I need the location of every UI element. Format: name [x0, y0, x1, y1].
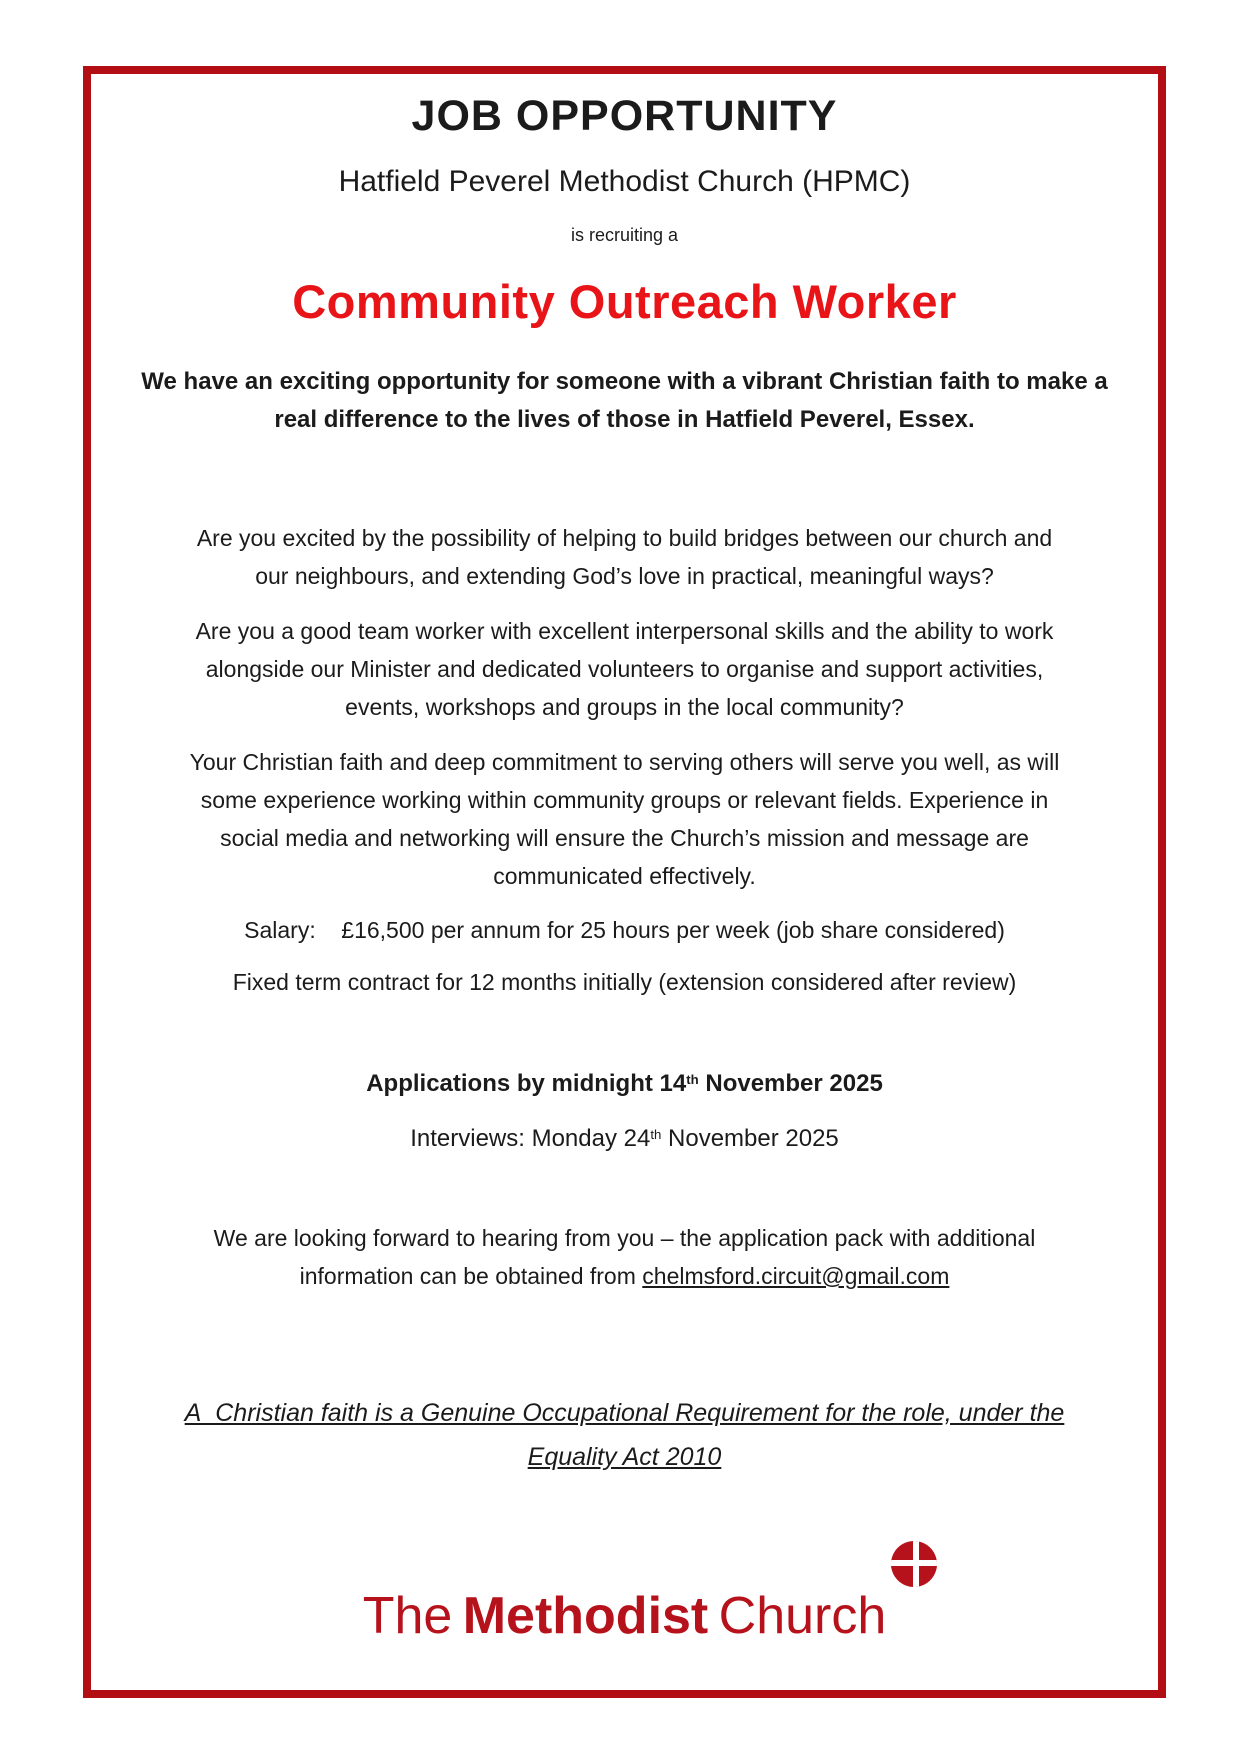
paragraph-line: communicated effectively.	[493, 863, 756, 889]
methodist-orb-icon	[891, 1541, 937, 1587]
paragraph-line: alongside our Minister and dedicated volunteers to organise and support activities,	[205, 656, 1044, 682]
methodist-church-logo	[113, 1587, 1136, 1647]
intro-line: real difference to the lives of those in Hatfield Peverel, Essex.	[274, 406, 975, 433]
contract-line: Fixed term contract for 12 months initially (extension considered after review)	[232, 969, 1017, 995]
paragraph-line: some experience working within community groups or relevant fields. Experience in	[200, 787, 1049, 813]
body-paragraph-bridges	[113, 519, 1136, 595]
paragraph-line: our neighbours, and extending God’s love in practical, meaningful ways?	[255, 563, 994, 589]
interviews-date-text: Interviews: Monday 24	[410, 1125, 651, 1152]
role-title: Community Outreach Worker	[292, 275, 957, 328]
applications-deadline-text: November 2025	[698, 1070, 883, 1097]
paragraph-line: Your Christian faith and deep commitment to serving others will serve you well, as will	[189, 749, 1060, 775]
body-paragraph-team-worker	[113, 612, 1136, 726]
paragraph-line: Are you excited by the possibility of helping to build bridges between our church and	[196, 525, 1053, 551]
closing-line	[113, 1257, 1136, 1295]
ordinal-suffix: th	[650, 1127, 662, 1143]
logo-word-the: The	[362, 1587, 453, 1645]
ordinal-suffix: th	[686, 1072, 699, 1088]
closing-line-text: information can be obtained from	[299, 1263, 643, 1289]
logo-word-methodist: Methodist	[462, 1587, 709, 1645]
paragraph-line: social media and networking will ensure the Church’s mission and message are	[220, 825, 1029, 851]
orb-cross-horizontal	[891, 1560, 937, 1566]
paragraph-line: events, workshops and groups in the local community?	[345, 694, 904, 720]
body-paragraph-faith	[113, 743, 1136, 895]
applications-deadline	[113, 1065, 1136, 1106]
closing-paragraph	[113, 1219, 1136, 1295]
interviews-date-text: November 2025	[661, 1125, 839, 1152]
border-frame	[83, 66, 1166, 1698]
closing-line: We are looking forward to hearing from you – the application pack with additional	[213, 1225, 1036, 1251]
interviews-date	[113, 1120, 1136, 1161]
legal-note	[113, 1391, 1136, 1479]
contact-email-link[interactable]: chelmsford.circuit@gmail.com	[642, 1263, 950, 1289]
legal-line: Equality Act 2010	[527, 1443, 722, 1471]
organisation-name: Hatfield Peverel Methodist Church (HPMC)	[338, 165, 911, 198]
salary-line: Salary: £16,500 per annum for 25 hours per week (job share considered)	[244, 917, 1005, 943]
methodist-church-logo-text	[363, 1587, 887, 1647]
intro-line: We have an exciting opportunity for someone with a vibrant Christian faith to make a	[141, 368, 1108, 395]
legal-line: A Christian faith is a Genuine Occupational Requirement for the role, under the	[184, 1399, 1065, 1427]
recruiting-line: is recruiting a	[570, 225, 679, 245]
logo-word-church: Church	[718, 1587, 887, 1645]
intro-paragraph	[113, 363, 1136, 439]
applications-deadline-text: Applications by midnight 14	[366, 1070, 687, 1097]
paragraph-line: Are you a good team worker with excellent interpersonal skills and the ability to work	[195, 618, 1054, 644]
page-title: JOB OPPORTUNITY	[411, 92, 838, 140]
